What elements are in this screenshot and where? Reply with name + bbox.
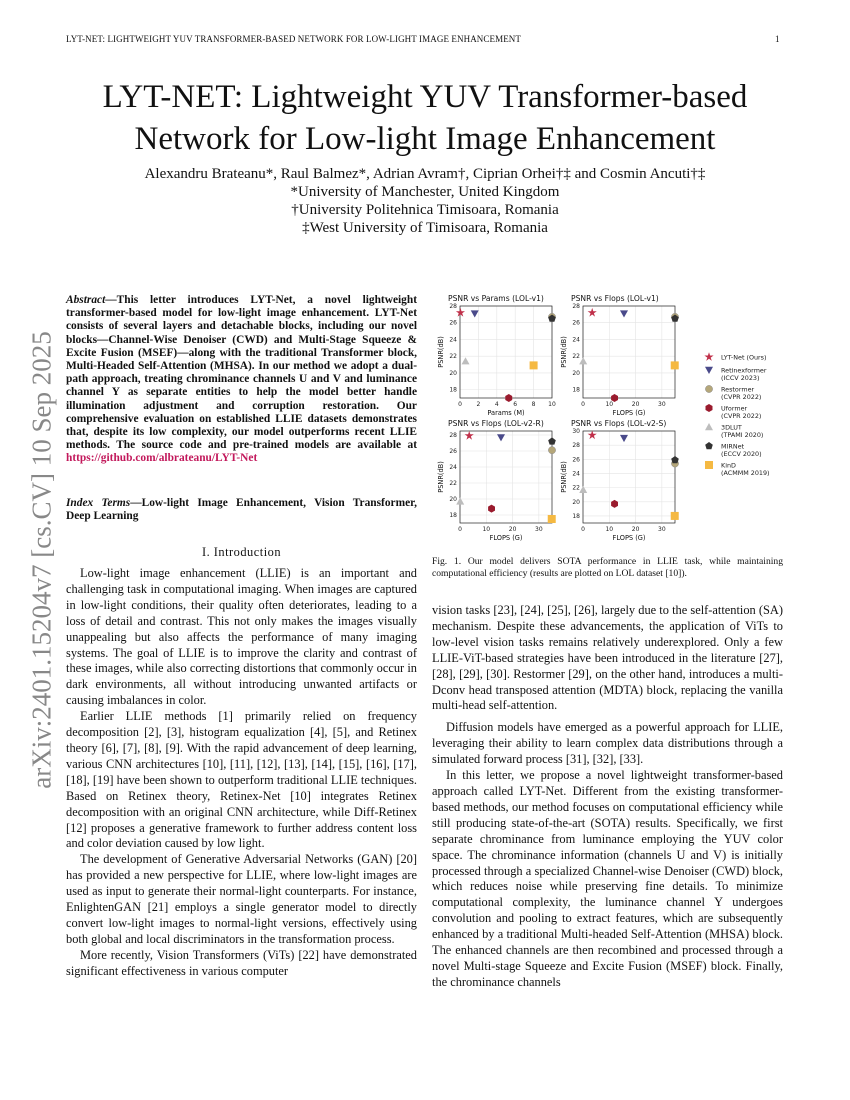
y-tick-label: 24 (572, 470, 580, 478)
plot-frame (583, 306, 675, 398)
legend-marker (706, 404, 713, 412)
y-axis-label: PSNR(dB) (560, 336, 568, 368)
y-tick-label: 28 (572, 442, 580, 450)
scatter-panel (437, 419, 556, 542)
source-code-link[interactable]: https://github.com/albrateanu/LYT-Net (66, 452, 258, 465)
x-tick-label: 20 (631, 401, 640, 408)
paragraph: vision tasks [23], [24], [25], [26], largely due to the self-attention (SA) mechanism. Despite these advancements, the application of ViTs to low-level vision tasks remains relatively underexplored. Only a few LLIE-ViT-based strategies have been introduced in the literature [27], [28], [29], [30]. Restormer [29], on the other hand, introduces a multi-Dconv head transposed attention (MDTA) block, replacing the vanilla multi-head self-attention. (432, 603, 783, 713)
data-point (548, 515, 556, 523)
data-point (488, 505, 495, 513)
data-point (611, 500, 618, 508)
y-tick-label: 20 (572, 369, 580, 377)
panel-title: PSNR vs Flops (LOL-v1) (571, 294, 659, 303)
panel-title: PSNR vs Params (LOL-v1) (448, 294, 544, 303)
panel-title: PSNR vs Flops (LOL-v2-S) (571, 419, 667, 428)
data-point (505, 394, 512, 402)
paragraph: The development of Generative Adversarial Networks (GAN) [20] has provided a new perspective for LLIE, where low-light images are used as input to generate their normal-light counterparts. For instance, EnlightenGAN [21] employs a single generator model to directly convert low-light images to normal-light versions, effectively using both global and local discriminators in the transformation process. (66, 852, 417, 946)
y-tick-label: 18 (572, 386, 580, 394)
legend-marker (705, 461, 713, 469)
legend-venue: (ECCV 2020) (721, 450, 762, 458)
index-terms-text: —Low-light Image Enhancement, Vision Transformer, Deep Learning (66, 497, 417, 523)
affiliation-3: ‡West University of Timisoara, Romania (302, 220, 548, 236)
panel-title: PSNR vs Flops (LOL-v2-R) (448, 419, 544, 428)
x-axis-label: Params (M) (487, 409, 525, 417)
data-point (456, 497, 464, 504)
paragraph: Earlier LLIE methods [1] primarily relied on frequency decomposition [2], [3], histogram equalization [4], [5], and Retinex theory [6], [7], [8], [9]. With the rapid advancement of deep learning, various CNN architectures [10], [11], [12], [13], [14], [15], [16], [17], [18], [19] have been shown to outperform traditional LLIE techniques. Based on Retinex theory, Retinex-Net [10] integrates Retinex decomposition with an original CNN architecture, while Diff-Retinex [12] proposes a generative framework to further address content loss and color deviation caused by low light. (66, 709, 417, 851)
x-tick-label: 10 (482, 526, 491, 533)
legend-label: Retinexformer (721, 366, 767, 375)
legend-label: Uformer (721, 404, 748, 413)
legend (704, 352, 769, 477)
section-heading: I. Introduction (201, 545, 282, 559)
paragraph: In this letter, we propose a novel lightweight transformer-based approach called LYT-Net. Different from the existing transformer-based methods, our method focuses on computational efficiency while still producing state-of-the-art (SOTA) results. Specifically, we first separate chrominance from luminance employing the YUV color space. The chrominance information (channels U and V) is initially processed through a specialized Channel-wise Denoiser (CWD) block, which reduces noise while preserving fine details. To minimize computational complexity, the luminance channel Y undergoes convolution and pooling to extract features, which are subsequently enhanced by a traditional Multi-headed Self-Attention (MHSA) block. The enhanced channels are then recombined and processed through a novel Multi-stage Squeeze and Excite Fusion (MSEF) block. Finally, the chrominance channels (432, 768, 783, 989)
y-axis-label: PSNR(dB) (437, 461, 445, 493)
legend-marker (705, 442, 713, 449)
legend-marker (705, 385, 712, 392)
x-tick-label: 10 (605, 401, 614, 408)
data-point (471, 310, 479, 317)
affiliation-2: †University Politehnica Timisoara, Romania (291, 202, 559, 218)
legend-label: LYT-Net (Ours) (721, 353, 767, 362)
x-tick-label: 0 (458, 526, 462, 533)
paragraph: More recently, Vision Transformers (ViTs) [22] have demonstrated significant effectiveness in various computer (66, 947, 417, 978)
y-tick-label: 24 (449, 336, 457, 344)
y-axis-label: PSNR(dB) (437, 336, 445, 368)
x-tick-label: 20 (631, 526, 640, 533)
x-tick-label: 10 (605, 526, 614, 533)
legend-venue: (TPAMI 2020) (721, 431, 764, 439)
x-tick-label: 6 (513, 401, 518, 408)
x-tick-label: 30 (658, 401, 666, 408)
y-tick-label: 28 (572, 303, 580, 310)
y-tick-label: 28 (449, 432, 457, 439)
data-point (548, 437, 556, 444)
data-point (462, 357, 470, 364)
data-point (671, 361, 679, 369)
scatter-panel (560, 294, 679, 417)
data-point (620, 310, 628, 317)
legend-label: MIRNet (721, 442, 745, 451)
data-point (579, 357, 587, 364)
y-tick-label: 26 (449, 319, 457, 327)
legend-venue: (CVPR 2022) (721, 412, 762, 420)
scatter-panel (437, 294, 556, 417)
legend-venue: (CVPR 2022) (721, 393, 762, 401)
x-tick-label: 20 (508, 526, 517, 533)
data-point (620, 435, 628, 442)
x-tick-label: 0 (458, 401, 462, 408)
data-point (588, 308, 597, 317)
plot-frame (460, 431, 552, 523)
data-point (530, 361, 538, 369)
x-axis-label: FLOPS (G) (612, 409, 646, 417)
y-tick-label: 30 (572, 428, 580, 435)
plot-frame (583, 431, 675, 523)
y-axis-label: PSNR(dB) (560, 461, 568, 493)
index-terms (66, 497, 417, 523)
y-tick-label: 18 (449, 386, 457, 394)
x-tick-label: 2 (476, 401, 481, 408)
y-tick-label: 22 (572, 353, 580, 361)
paragraph: Diffusion models have emerged as a powerful approach for LLIE, leveraging their ability to learn complex data distributions through a simulated forward process [31], [32], [33]. (432, 720, 783, 767)
y-tick-label: 24 (449, 464, 457, 471)
y-tick-label: 26 (572, 319, 580, 327)
x-tick-label: 4 (494, 401, 499, 408)
y-tick-label: 22 (449, 353, 457, 361)
data-point (548, 447, 555, 454)
data-point (579, 486, 587, 493)
y-tick-label: 18 (449, 512, 457, 519)
page-number: 1 (775, 34, 780, 44)
legend-marker (705, 367, 713, 374)
y-tick-label: 20 (449, 369, 457, 377)
scatter-panel (560, 419, 679, 542)
x-axis-label: FLOPS (G) (489, 534, 523, 542)
y-tick-label: 24 (572, 336, 580, 344)
legend-label: KinD (721, 461, 736, 470)
title-line-2: Network for Low-light Image Enhancement (134, 121, 716, 157)
y-tick-label: 18 (572, 512, 580, 520)
legend-venue: (ACMMM 2019) (721, 469, 770, 477)
abstract-text: —This letter introduces LYT-Net, a novel lightweight transformer-based model for low-light image enhancement. LYT-Net consists of several layers and detachable blocks, including our novel blocks—Channel-Wise Denoiser (CWD) and Multi-Stage Squeeze & Excite Fusion (MSEF)—along with the traditional Transformer block, Multi-Headed Self-Attention (MHSA). In our method we adopt a dual-path approach, treating chrominance channels U and V and luminance channel Y as separate entities to help the model better handle illumination adjustment and corruption restoration. Our comprehensive evaluation on established LLIE datasets demonstrates that, despite its low complexity, our model outperforms recent LLIE methods. The source code and pre-trained models are available at (66, 294, 417, 452)
paper-title (60, 76, 790, 160)
data-point (456, 308, 465, 317)
left-column-body (66, 566, 417, 980)
authors: Alexandru Brateanu*, Raul Balmez*, Adrian Avram†, Ciprian Orhei†‡ and Cosmin Ancuti†‡ (144, 166, 706, 182)
legend-label: Restormer (721, 385, 755, 394)
data-point (588, 430, 597, 439)
data-point (671, 512, 679, 520)
x-tick-label: 0 (581, 526, 585, 533)
running-header: LYT-NET: LIGHTWEIGHT YUV TRANSFORMER-BASED NETWORK FOR LOW-LIGHT IMAGE ENHANCEMENT (66, 34, 521, 44)
y-tick-label: 20 (572, 498, 580, 506)
y-tick-label: 26 (449, 448, 457, 455)
x-tick-label: 0 (581, 401, 585, 408)
x-tick-label: 10 (548, 401, 556, 408)
abstract-label: Abstract (66, 294, 106, 306)
paragraph: Low-light image enhancement (LLIE) is an important and challenging task in computational imaging. When images are captured in low-light conditions, their quality often deteriorates, leading to a loss of detail and contrast. This not only makes the images visually unappealing but also affects the performance of many imaging systems. The goal of LLIE is to improve the clarity and contrast of these images, while also correcting distortions that commonly occur in dark environments, all without introducing unwanted artifacts or causing imbalances in color. (66, 566, 417, 708)
y-tick-label: 28 (449, 303, 457, 310)
index-terms-label: Index Terms (66, 497, 131, 509)
legend-marker (705, 423, 713, 430)
arxiv-id: arXiv:2401.15204v7 [cs.CV] 10 Sep 2025 (26, 331, 57, 789)
abstract (66, 294, 417, 466)
x-axis-label: FLOPS (G) (612, 534, 646, 542)
y-tick-label: 22 (449, 480, 457, 487)
data-point (671, 456, 679, 463)
title-line-1: LYT-NET: Lightweight YUV Transformer-based (102, 79, 748, 115)
x-tick-label: 30 (535, 526, 543, 533)
legend-marker (704, 352, 713, 361)
legend-venue: (ICCV 2023) (721, 374, 760, 382)
x-tick-label: 8 (531, 401, 536, 408)
figure-1 (430, 294, 790, 544)
right-column-body (432, 603, 783, 991)
data-point (465, 431, 474, 440)
arxiv-sidebar (22, 300, 62, 820)
legend-label: 3DLUT (721, 423, 742, 432)
plot-frame (460, 306, 552, 398)
data-point (497, 434, 505, 441)
y-tick-label: 26 (572, 456, 580, 464)
y-tick-label: 22 (572, 484, 580, 492)
figure-caption: Fig. 1. Our model delivers SOTA performance in LLIE task, while maintaining computational efficiency (results are plotted on LOL dataset [10]). (432, 556, 783, 579)
x-tick-label: 30 (658, 526, 666, 533)
affiliation-1: *University of Manchester, United Kingdom (290, 184, 560, 200)
y-tick-label: 20 (449, 496, 457, 503)
